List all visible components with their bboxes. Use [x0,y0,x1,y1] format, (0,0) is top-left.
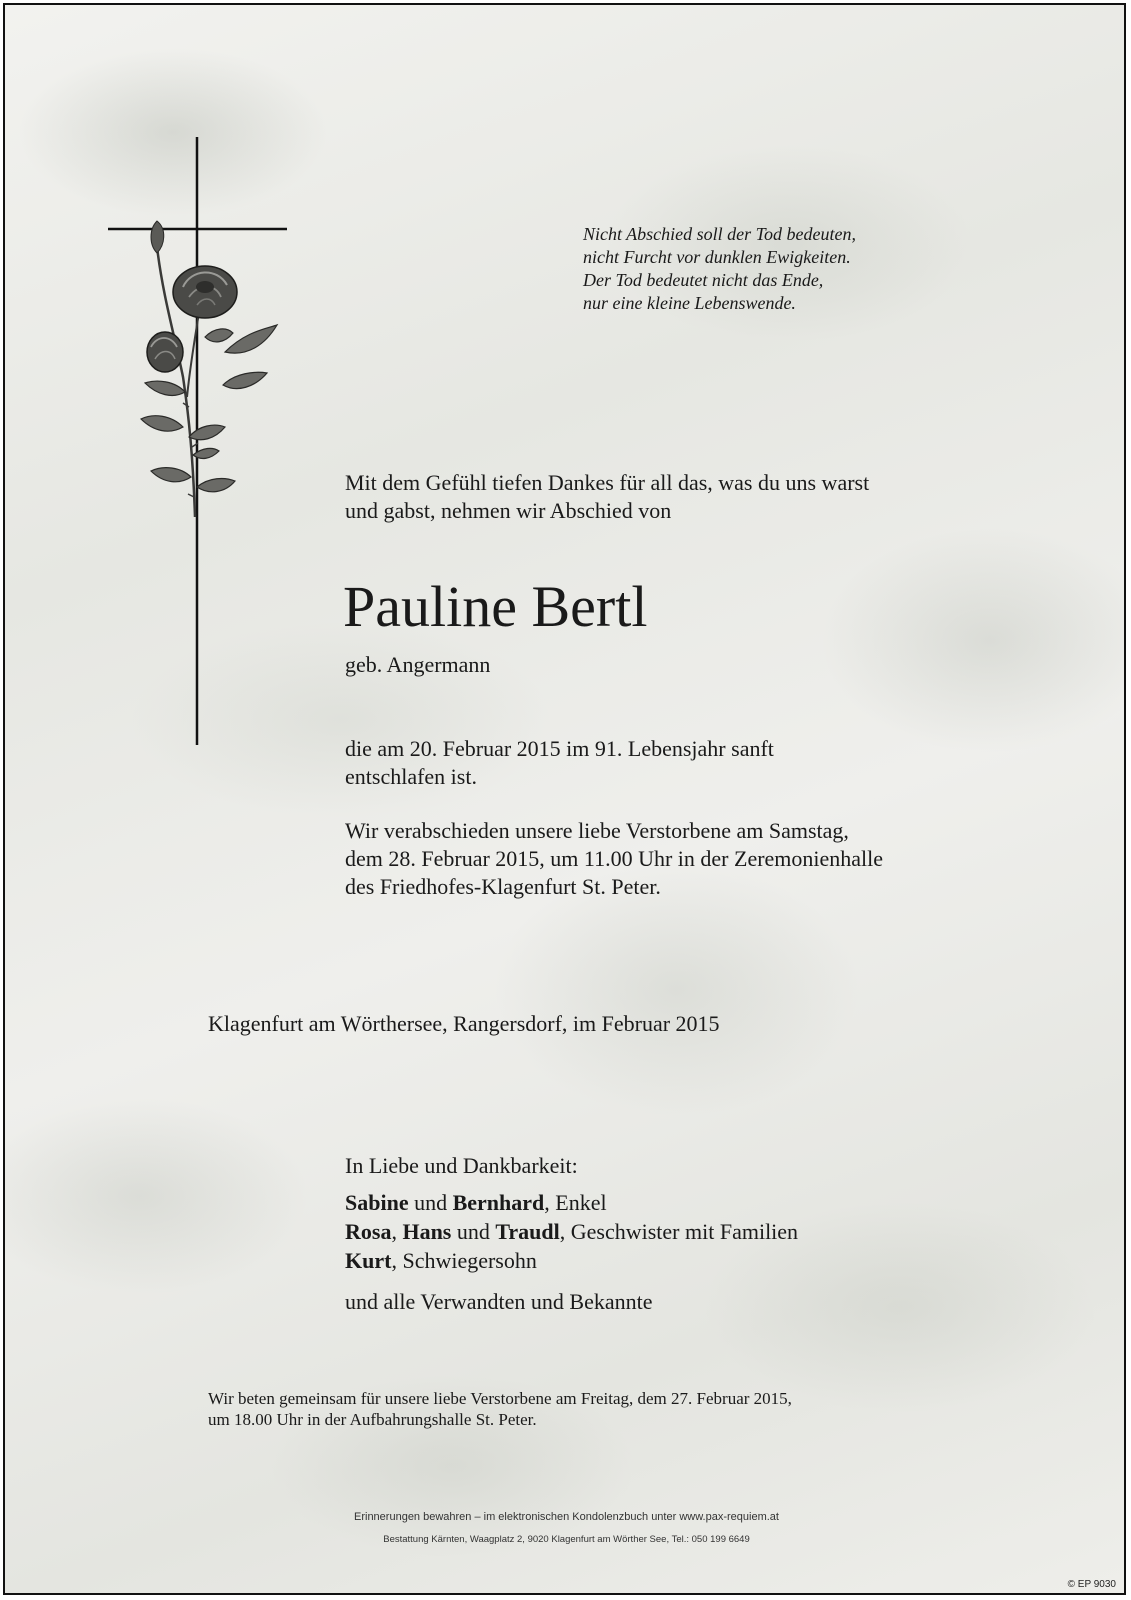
intro-line: Mit dem Gefühl tiefen Dankes für all das, was du uns warst [345,470,870,495]
poem-line: nur eine kleine Lebenswende. [583,293,796,313]
mourner-name: Kurt [345,1248,392,1273]
mourner-name: Bernhard [452,1190,545,1215]
funeral-text [345,817,883,901]
footer-address: Bestattung Kärnten, Waagplatz 2, 9020 Klagenfurt am Wörther See, Tel.: 050 199 6649 [383,1534,750,1545]
place-date: Klagenfurt am Wörthersee, Rangersdorf, im Februar 2015 [208,1011,720,1036]
intro-text [345,469,869,525]
mourner-conjunction: und [451,1219,496,1244]
mourner-line [345,1246,798,1275]
mourner-name: Hans [402,1219,452,1244]
mourner-line [345,1217,798,1246]
death-line: entschlafen ist. [345,764,477,789]
poem-line: Nicht Abschied soll der Tod bedeuten, [583,224,856,244]
mourner-role: , Geschwister mit Familien [559,1219,799,1244]
mourner-conjunction: und [408,1190,453,1215]
poem [583,223,856,315]
intro-line: und gabst, nehmen wir Abschied von [345,498,672,523]
prayer-line: um 18.00 Uhr in der Aufbahrungshalle St. Peter. [208,1410,537,1429]
death-text [345,735,774,791]
mourner-separator: , [391,1219,403,1244]
mourner-name: Sabine [345,1190,409,1215]
footer-condolence: Erinnerungen bewahren – im elektronischen Kondolenzbuch unter www.pax-requiem.at [354,1511,779,1523]
poem-line: Der Tod bedeutet nicht das Ende, [583,270,824,290]
mourners-list [345,1151,798,1316]
death-line: die am 20. Februar 2015 im 91. Lebensjahr sanft [345,736,774,761]
footer-code: © EP 9030 [1067,1579,1116,1590]
mourner-name: Traudl [495,1219,560,1244]
mourners-closing: und alle Verwandten und Bekannte [345,1289,653,1314]
maiden-name: geb. Angermann [345,652,491,677]
funeral-line: dem 28. Februar 2015, um 11.00 Uhr in der Zeremonienhalle [345,846,884,871]
mourners-heading: In Liebe und Dankbarkeit: [345,1153,578,1178]
prayer-notice [208,1388,792,1430]
mourner-role: , Enkel [544,1190,607,1215]
funeral-line: des Friedhofes-Klagenfurt St. Peter. [345,874,661,899]
obituary-sheet [3,3,1126,1595]
deceased-name: Pauline Bertl [343,574,648,639]
mourner-name: Rosa [345,1219,392,1244]
prayer-line: Wir beten gemeinsam für unsere liebe Verstorbene am Freitag, dem 27. Februar 2015, [208,1389,792,1408]
mourner-line [345,1188,798,1217]
cross-with-rose-icon [105,137,295,749]
poem-line: nicht Furcht vor dunklen Ewigkeiten. [583,247,851,267]
mourner-role: , Schwiegersohn [391,1248,537,1273]
funeral-line: Wir verabschieden unsere liebe Verstorbene am Samstag, [345,818,849,843]
